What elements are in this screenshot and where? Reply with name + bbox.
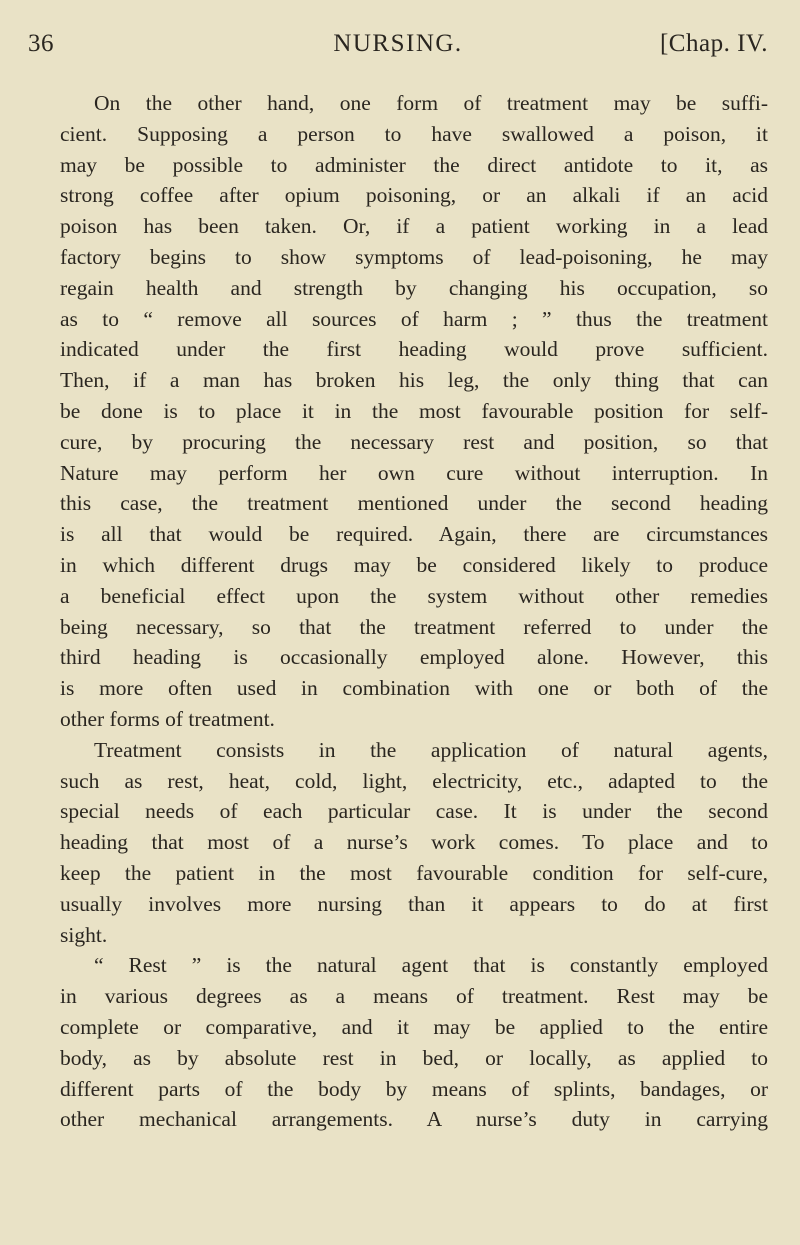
text-line: as to “ remove all sources of harm ; ” thus the treatment xyxy=(60,306,768,331)
text-line: being necessary, so that the treatment referred to under the xyxy=(60,614,768,639)
text-line: usually involves more nursing than it appears to do at first xyxy=(60,891,768,916)
text-line: cure, by procuring the necessary rest and position, so that xyxy=(60,429,768,454)
text-line: body, as by absolute rest in bed, or locally, as applied to xyxy=(60,1045,768,1070)
text-line: special needs of each particular case. It is under the second xyxy=(60,799,768,824)
text-line: is all that would be required. Again, there are circumstances xyxy=(60,522,768,547)
text-line: is more often used in combination with one or both of the xyxy=(60,676,768,701)
text-line: On the other hand, one form of treatment may be suffi- xyxy=(94,91,768,115)
text-line: regain health and strength by changing his occupation, so xyxy=(60,275,768,300)
text-line: be done is to place it in the most favourable position for self- xyxy=(60,398,768,423)
text-line: “ Rest ” is the natural agent that is constantly employed xyxy=(94,953,768,978)
text-line: may be possible to administer the direct antidote to it, as xyxy=(60,152,768,177)
text-line: a beneficial effect upon the system without other remedies xyxy=(60,583,768,608)
text-line: different parts of the body by means of splints, bandages, or xyxy=(60,1076,768,1101)
page-number: 36 xyxy=(28,30,54,57)
text-line: Treatment consists in the application of natural agents, xyxy=(94,737,768,762)
text-line: Then, if a man has broken his leg, the only thing that can xyxy=(60,368,768,393)
text-line: this case, the treatment mentioned under the second heading xyxy=(60,491,768,516)
chapter-reference: [Chap. IV. xyxy=(659,30,768,57)
running-head xyxy=(28,30,768,66)
body-text xyxy=(60,88,768,1135)
text-line: heading that most of a nurse’s work comes. To place and to xyxy=(60,830,768,855)
text-line: Nature may perform her own cure without interruption. In xyxy=(60,460,768,485)
text-line: indicated under the first heading would prove sufficient. xyxy=(60,337,768,362)
text-line: third heading is occasionally employed alone. However, this xyxy=(60,645,768,670)
text-line: cient. Supposing a person to have swallowed a poison, it xyxy=(60,121,768,146)
text-line: in which different drugs may be considered likely to produce xyxy=(60,552,768,577)
text-line: poison has been taken. Or, if a patient working in a lead xyxy=(60,214,768,239)
text-line: such as rest, heat, cold, light, electricity, etc., adapted to the xyxy=(60,768,768,793)
text-line: strong coffee after opium poisoning, or an alkali if an acid xyxy=(60,183,768,208)
text-line: other forms of treatment. xyxy=(60,706,275,731)
text-line: factory begins to show symptoms of lead-poisoning, he may xyxy=(60,244,768,269)
text-line: in various degrees as a means of treatment. Rest may be xyxy=(60,984,768,1009)
text-line: complete or comparative, and it may be applied to the entire xyxy=(60,1014,768,1039)
text-line: keep the patient in the most favourable condition for self-cure, xyxy=(60,860,768,885)
chapter-title: NURSING. xyxy=(333,30,463,57)
text-line: sight. xyxy=(60,922,108,947)
text-line: other mechanical arrangements. A nurse’s duty in carrying xyxy=(60,1107,768,1132)
